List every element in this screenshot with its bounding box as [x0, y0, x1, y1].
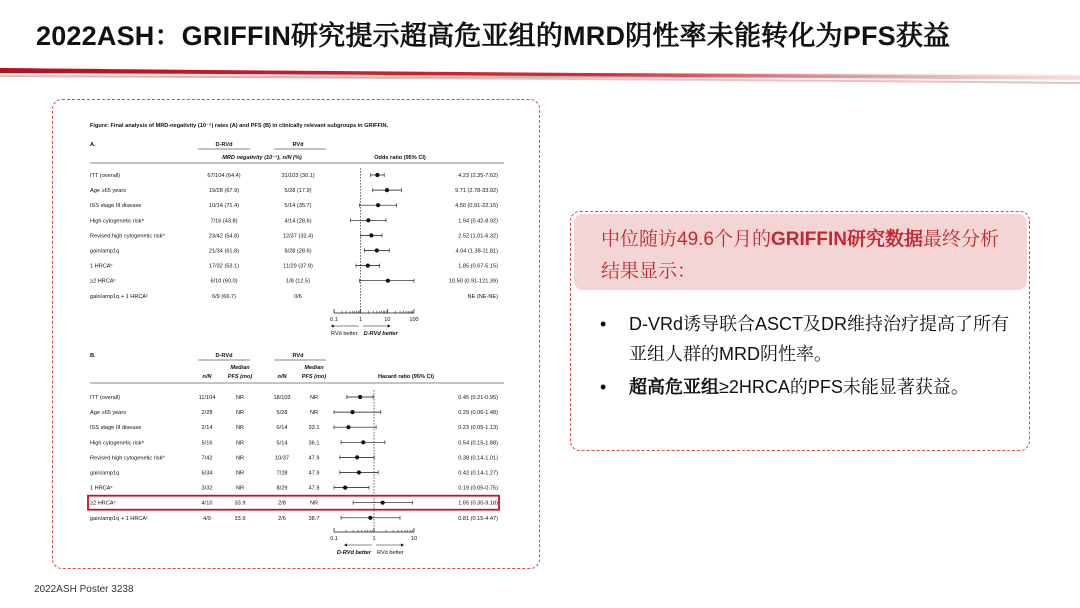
- subgroup-label: ITT (overall): [90, 173, 121, 179]
- bullet-marker: •: [600, 377, 607, 397]
- subgroup-label: 1 HRCAᶜ: [90, 263, 113, 270]
- panel-a-subheader: MRD negativity (10⁻⁵), n/N (%): [222, 155, 302, 161]
- point-estimate: [357, 470, 361, 474]
- panel-a-label: A.: [90, 142, 96, 148]
- point-estimate: [381, 501, 385, 505]
- subgroup-label: gain/amp1q: [90, 248, 120, 255]
- rvd-median-pfs: NR: [309, 410, 319, 417]
- panel-b-pfs-a: PFS (mo): [227, 374, 253, 380]
- figure-caption: Figure: Final analysis of MRD-negativity (10⁻⁵) rates (A) and PFS (B) in clinically relevant subgroups in GRIFFIN.: [90, 123, 389, 129]
- rvd-value: 4/14 (28.6): [284, 218, 312, 225]
- rvd-median-pfs: NR: [309, 395, 319, 401]
- panel-b-nn-b: n/N: [277, 374, 287, 380]
- point-estimate: [346, 425, 350, 429]
- tick-label: 10: [410, 536, 418, 542]
- drvd-n: 5/16: [201, 440, 213, 447]
- ci-value: 0.45 (0.21-0.95): [458, 395, 498, 401]
- drvd-value: 6/10 (60.0): [210, 278, 238, 285]
- subgroup-label: High cytogenetic riskᵃ: [90, 218, 144, 225]
- panel-b-label: B.: [90, 353, 96, 359]
- panel-b-pfs-b: PFS (mo): [301, 374, 327, 380]
- drvd-n: 3/32: [201, 485, 213, 492]
- ci-value: 0.54 (0.15-1.88): [458, 440, 498, 447]
- point-estimate: [366, 264, 370, 268]
- point-estimate: [376, 203, 380, 207]
- subgroup-label: Age ≥65 years: [90, 188, 127, 195]
- panel-a-col-rvd: RVd: [292, 142, 304, 148]
- ci-value: 9.71 (2.78-33.92): [455, 188, 498, 195]
- drvd-median-pfs: NR: [235, 485, 245, 492]
- ci-value: 0.81 (0.15-4.47): [458, 515, 498, 522]
- rvd-value: 5/28 (17.9): [284, 188, 312, 195]
- point-estimate: [369, 233, 373, 237]
- drvd-value: 19/28 (67.9): [208, 188, 240, 195]
- summary-heading-part-c: 最终分析结果显示：: [601, 229, 999, 282]
- rvd-n: 7/28: [276, 470, 288, 477]
- drvd-n: 6/34: [201, 470, 213, 477]
- drvd-median-pfs: NR: [235, 455, 245, 462]
- panel-b-ratio-header: Hazard ratio (95% CI): [378, 374, 434, 380]
- summary-bullet-text: [629, 372, 1009, 402]
- tick-label: 10: [384, 317, 391, 323]
- drvd-median-pfs: 33.9: [234, 500, 246, 507]
- subgroup-label: gain/amp1q + 1 HRCAᶜ: [90, 293, 149, 300]
- ci-value: 10.50 (0.91-121.39): [448, 278, 498, 285]
- left-arrow-head: [344, 543, 347, 546]
- right-better-label: RVd better: [377, 550, 404, 556]
- drvd-value: 21/34 (61.8): [208, 248, 240, 255]
- drvd-n: 2/14: [201, 425, 213, 432]
- subgroup-label: Age ≥65 years: [90, 410, 127, 417]
- rvd-n: 10/37: [275, 455, 289, 462]
- drvd-value: 6/9 (66.7): [212, 293, 236, 300]
- drvd-value: 7/16 (43.8): [210, 218, 238, 225]
- panel-b-col-drvd: D-RVd: [215, 353, 233, 359]
- point-estimate: [375, 248, 379, 252]
- subgroup-label: ITT (overall): [90, 395, 121, 401]
- rvd-n: 18/103: [273, 395, 291, 401]
- left-better-label: D-RVd better: [336, 550, 371, 556]
- right-better-label: D-RVd better: [363, 331, 398, 337]
- rvd-n: 5/14: [276, 440, 288, 447]
- ci-value: 4.23 (2.35-7.62): [458, 173, 498, 179]
- rvd-median-pfs: 38.7: [308, 515, 320, 522]
- point-estimate: [366, 218, 370, 222]
- tick-label: 1: [372, 536, 376, 542]
- rvd-n: 2/6: [278, 515, 286, 522]
- ci-value: 0.29 (0.06-1.48): [458, 410, 498, 417]
- panel-b-median-a: Median: [230, 365, 250, 371]
- summary-heading: [601, 224, 1011, 288]
- ci-value: 4.50 (0.91-22.15): [455, 203, 498, 210]
- drvd-median-pfs: NR: [235, 395, 245, 401]
- drvd-n: 4/10: [201, 500, 213, 507]
- ci-value: 0.38 (0.14-1.01): [458, 455, 498, 462]
- rvd-median-pfs: 47.9: [308, 485, 320, 492]
- subgroup-label: High cytogenetic riskᵃ: [90, 440, 144, 447]
- point-estimate: [386, 279, 390, 283]
- title-underline: [0, 62, 1080, 92]
- tick-label: 100: [409, 317, 419, 323]
- subgroup-label: Revised high cytogenetic riskᵇ: [90, 455, 165, 462]
- rvd-value: 31/103 (30.1): [281, 173, 315, 179]
- subgroup-label: ≥2 HRCAᶜ: [90, 278, 116, 285]
- drvd-value: 23/42 (54.8): [208, 233, 240, 240]
- right-arrow-head: [401, 543, 404, 546]
- subgroup-label: 1 HRCAᶜ: [90, 485, 113, 492]
- rvd-median-pfs: 47.9: [308, 455, 320, 462]
- drvd-n: 2/28: [201, 410, 213, 417]
- summary-heading-part-a: 中位随访49.6个月的: [601, 229, 771, 250]
- summary-bullet-rest: ≥2HRCA的PFS未能显著获益。: [719, 377, 969, 397]
- rvd-n: 5/28: [276, 410, 288, 417]
- panel-a-col-drvd: D-RVd: [215, 142, 233, 148]
- forest-plot-figure: [52, 99, 540, 569]
- drvd-median-pfs: NR: [235, 440, 245, 447]
- rvd-median-pfs: 33.1: [308, 425, 320, 432]
- ci-value: 0.42 (0.14-1.27): [458, 470, 498, 477]
- rvd-median-pfs: NR: [309, 500, 319, 507]
- drvd-n: 7/42: [201, 455, 213, 462]
- ci-value: 0.19 (0.05-0.75): [458, 485, 498, 492]
- subgroup-label: ISS stage III disease: [90, 203, 142, 210]
- subgroup-label: ≥2 HRCAᶜ: [90, 500, 116, 507]
- subgroup-label: gain/amp1q + 1 HRCAᶜ: [90, 515, 149, 522]
- rvd-n: 8/29: [276, 485, 288, 492]
- subgroup-label: ISS stage III disease: [90, 425, 142, 432]
- rvd-median-pfs: 47.9: [308, 470, 320, 477]
- panel-a-ratio-header: Odds ratio (95% CI): [374, 155, 426, 161]
- drvd-value: 67/104 (64.4): [207, 173, 241, 179]
- panel-b-nn-a: n/N: [202, 374, 212, 380]
- ci-value: 1.94 (0.42-8.92): [458, 218, 498, 225]
- panel-b-col-rvd: RVd: [292, 353, 304, 359]
- summary-bullet-bold: 超高危亚组: [629, 377, 719, 397]
- point-estimate: [361, 440, 365, 444]
- page-title: 2022ASH：GRIFFIN研究提示超高危亚组的MRD阴性率未能转化为PFS获益: [36, 21, 951, 51]
- point-estimate: [385, 188, 389, 192]
- tick-label: 0.1: [330, 536, 338, 542]
- rvd-median-pfs: 36.1: [308, 440, 320, 447]
- rvd-value: 0/6: [294, 293, 302, 300]
- summary-bullet-text: D-VRd诱导联合ASCT及DR维持治疗提高了所有亚组人群的MRD阴性率。: [629, 314, 1010, 364]
- tick-label: 0.1: [330, 317, 338, 323]
- rvd-value: 12/37 (32.4): [282, 233, 314, 240]
- point-estimate: [355, 455, 359, 459]
- ci-value: 1.85 (0.67-5.15): [458, 263, 498, 270]
- drvd-median-pfs: NR: [235, 410, 245, 417]
- point-estimate: [375, 173, 379, 177]
- bullet-marker: •: [600, 314, 607, 334]
- highlight-box: [88, 496, 499, 510]
- drvd-value: 10/14 (71.4): [208, 203, 240, 210]
- ci-value: 1.65 (0.30-9.18): [458, 500, 498, 507]
- ci-value: 0.23 (0.05-1.13): [458, 425, 498, 432]
- left-better-label: RVd better: [331, 331, 358, 337]
- subgroup-label: gain/amp1q: [90, 470, 120, 477]
- drvd-n: 4/9: [203, 515, 211, 522]
- rvd-value: 1/8 (12.5): [286, 278, 310, 285]
- footer-source: 2022ASH Poster 3238: [34, 584, 134, 595]
- point-estimate: [350, 410, 354, 414]
- rvd-value: 11/29 (37.9): [283, 263, 313, 270]
- tick-label: 1: [359, 317, 363, 323]
- summary-heading-bold: GRIFFIN研究数据: [770, 229, 923, 250]
- rvd-n: 6/14: [276, 425, 288, 432]
- left-arrow-head: [331, 324, 334, 327]
- drvd-median-pfs: NR: [235, 470, 245, 477]
- point-estimate: [368, 516, 372, 520]
- drvd-value: 17/32 (53.1): [208, 263, 240, 270]
- rvd-value: 8/28 (28.6): [284, 248, 312, 255]
- point-estimate: [358, 395, 362, 399]
- right-arrow-head: [388, 324, 391, 327]
- drvd-n: 11/104: [198, 395, 216, 401]
- drvd-median-pfs: NR: [235, 425, 245, 432]
- point-estimate: [343, 486, 347, 490]
- ci-value: 4.04 (1.38-11.81): [455, 248, 498, 255]
- drvd-median-pfs: 33.9: [234, 515, 246, 522]
- ci-value: 2.52 (1.01-6.32): [458, 233, 498, 240]
- rvd-value: 5/14 (35.7): [284, 203, 312, 210]
- panel-b-median-b: Median: [304, 365, 324, 371]
- ci-value: NE (NE-NE): [467, 293, 498, 300]
- subgroup-label: Revised high cytogenetic riskᵇ: [90, 233, 165, 240]
- rvd-n: 2/8: [278, 500, 286, 507]
